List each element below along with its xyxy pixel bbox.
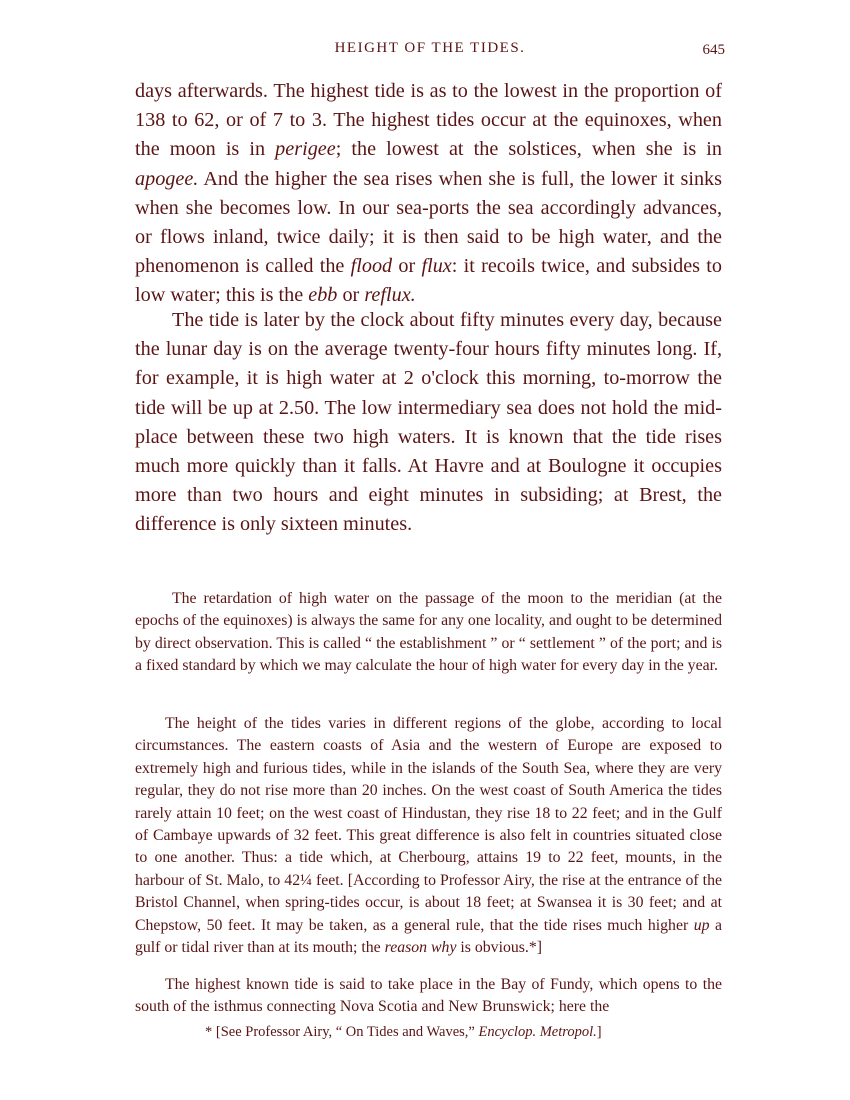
running-title: HEIGHT OF THE TIDES.: [334, 40, 526, 56]
text-segment: : it recoils twice, and subsides to low water; this is the: [135, 255, 722, 307]
italic-text-segment: reason why: [384, 939, 457, 957]
page-number: 645: [702, 42, 725, 58]
italic-text-segment: flux: [421, 255, 452, 278]
text-segment: or: [337, 284, 365, 307]
paragraph-tide-proportions: [135, 77, 722, 311]
text-segment: * [See Professor Airy, “ On Tides and Waves,”: [205, 1024, 479, 1040]
text-segment: ; the lowest at the solstices, when she is in: [335, 138, 722, 161]
text-segment: The tide is later by the clock about fifty minutes every day, because the lunar day is on the average twenty-four hours fifty minutes long. If, for example, it is high water at 2 o'clock this morning, to-morrow the tide will be up at 2.50. The low intermediary sea does not hold the mid-place between these two high waters. It is known that the tide rises much more quickly than it falls. At Havre and at Boulogne it occupies more than two hours and eight minutes in subsiding; at Brest, the difference is only sixteen minutes.: [135, 309, 722, 536]
text-segment: days afterwards. The highest tide is as to the lowest in the proportion of 138 to 62, or of 7 to 3. The highest tides occur at the equinoxes, when the moon is in: [135, 80, 722, 161]
paragraph-tide-timing: [135, 306, 722, 540]
italic-text-segment: apogee.: [135, 167, 199, 190]
italic-text-segment: reflux.: [364, 284, 416, 307]
text-segment: a gulf or tidal river than at its mouth; the: [135, 916, 722, 957]
italic-text-segment: up: [693, 916, 710, 934]
text-segment: ]: [596, 1024, 602, 1040]
text-segment: The retardation of high water on the passage of the moon to the meridian (at the epochs of the equinoxes) is always the same for any one locality, and ought to be determined by direct observation. This is called “ the establishment ” or “ settlement ” of the port; and is a fixed standard by which we may calculate the hour of high water for every day in the year.: [135, 590, 722, 675]
text-segment: The highest known tide is said to take place in the Bay of Fundy, which opens to the south of the isthmus connecting Nova Scotia and New Brunswick; here the: [135, 976, 722, 1016]
paragraph-bay-of-fundy: [135, 974, 722, 1019]
paragraph-establishment-of-port: [135, 588, 722, 678]
text-segment: is obvious.*]: [456, 939, 543, 957]
text-segment: And the higher the sea rises when she is full, the lower it sinks when she becomes low. In our sea-ports the sea accordingly advances, or flows inland, twice daily; it is then said to be high water, and the phenomenon is called the: [135, 167, 722, 278]
text-segment: or: [392, 255, 422, 278]
italic-text-segment: Encyclop. Metropol.: [478, 1024, 597, 1040]
paragraph-tide-heights: [135, 713, 722, 959]
footnote: [205, 1024, 602, 1041]
italic-text-segment: flood: [350, 255, 393, 278]
italic-text-segment: ebb: [308, 284, 338, 307]
text-segment: The height of the tides varies in different regions of the globe, according to local circumstances. The eastern coasts of Asia and the western of Europe are exposed to extremely high and furious tides, while in the islands of the South Sea, where they are very regular, they do not rise more than 20 inches. On the west coast of South America the tides rarely attain 10 feet; on the west coast of Hindustan, they rise 18 to 22 feet; and in the Gulf of Cambaye upwards of 32 feet. This great difference is also felt in countries situated close to one another. Thus: a tide which, at Cherbourg, attains 19 to 22 feet, mounts, in the harbour of St. Malo, to 42¼ feet. [According to Professor Airy, the rise at the entrance of the Bristol Channel, when spring-tides occur, is about 18 feet; at Swansea it is 30 feet; and at Chepstow, 50 feet. It may be taken, as a general rule, that the tide rises much higher: [135, 715, 722, 934]
page-header: [135, 38, 725, 62]
italic-text-segment: perigee: [275, 138, 336, 161]
